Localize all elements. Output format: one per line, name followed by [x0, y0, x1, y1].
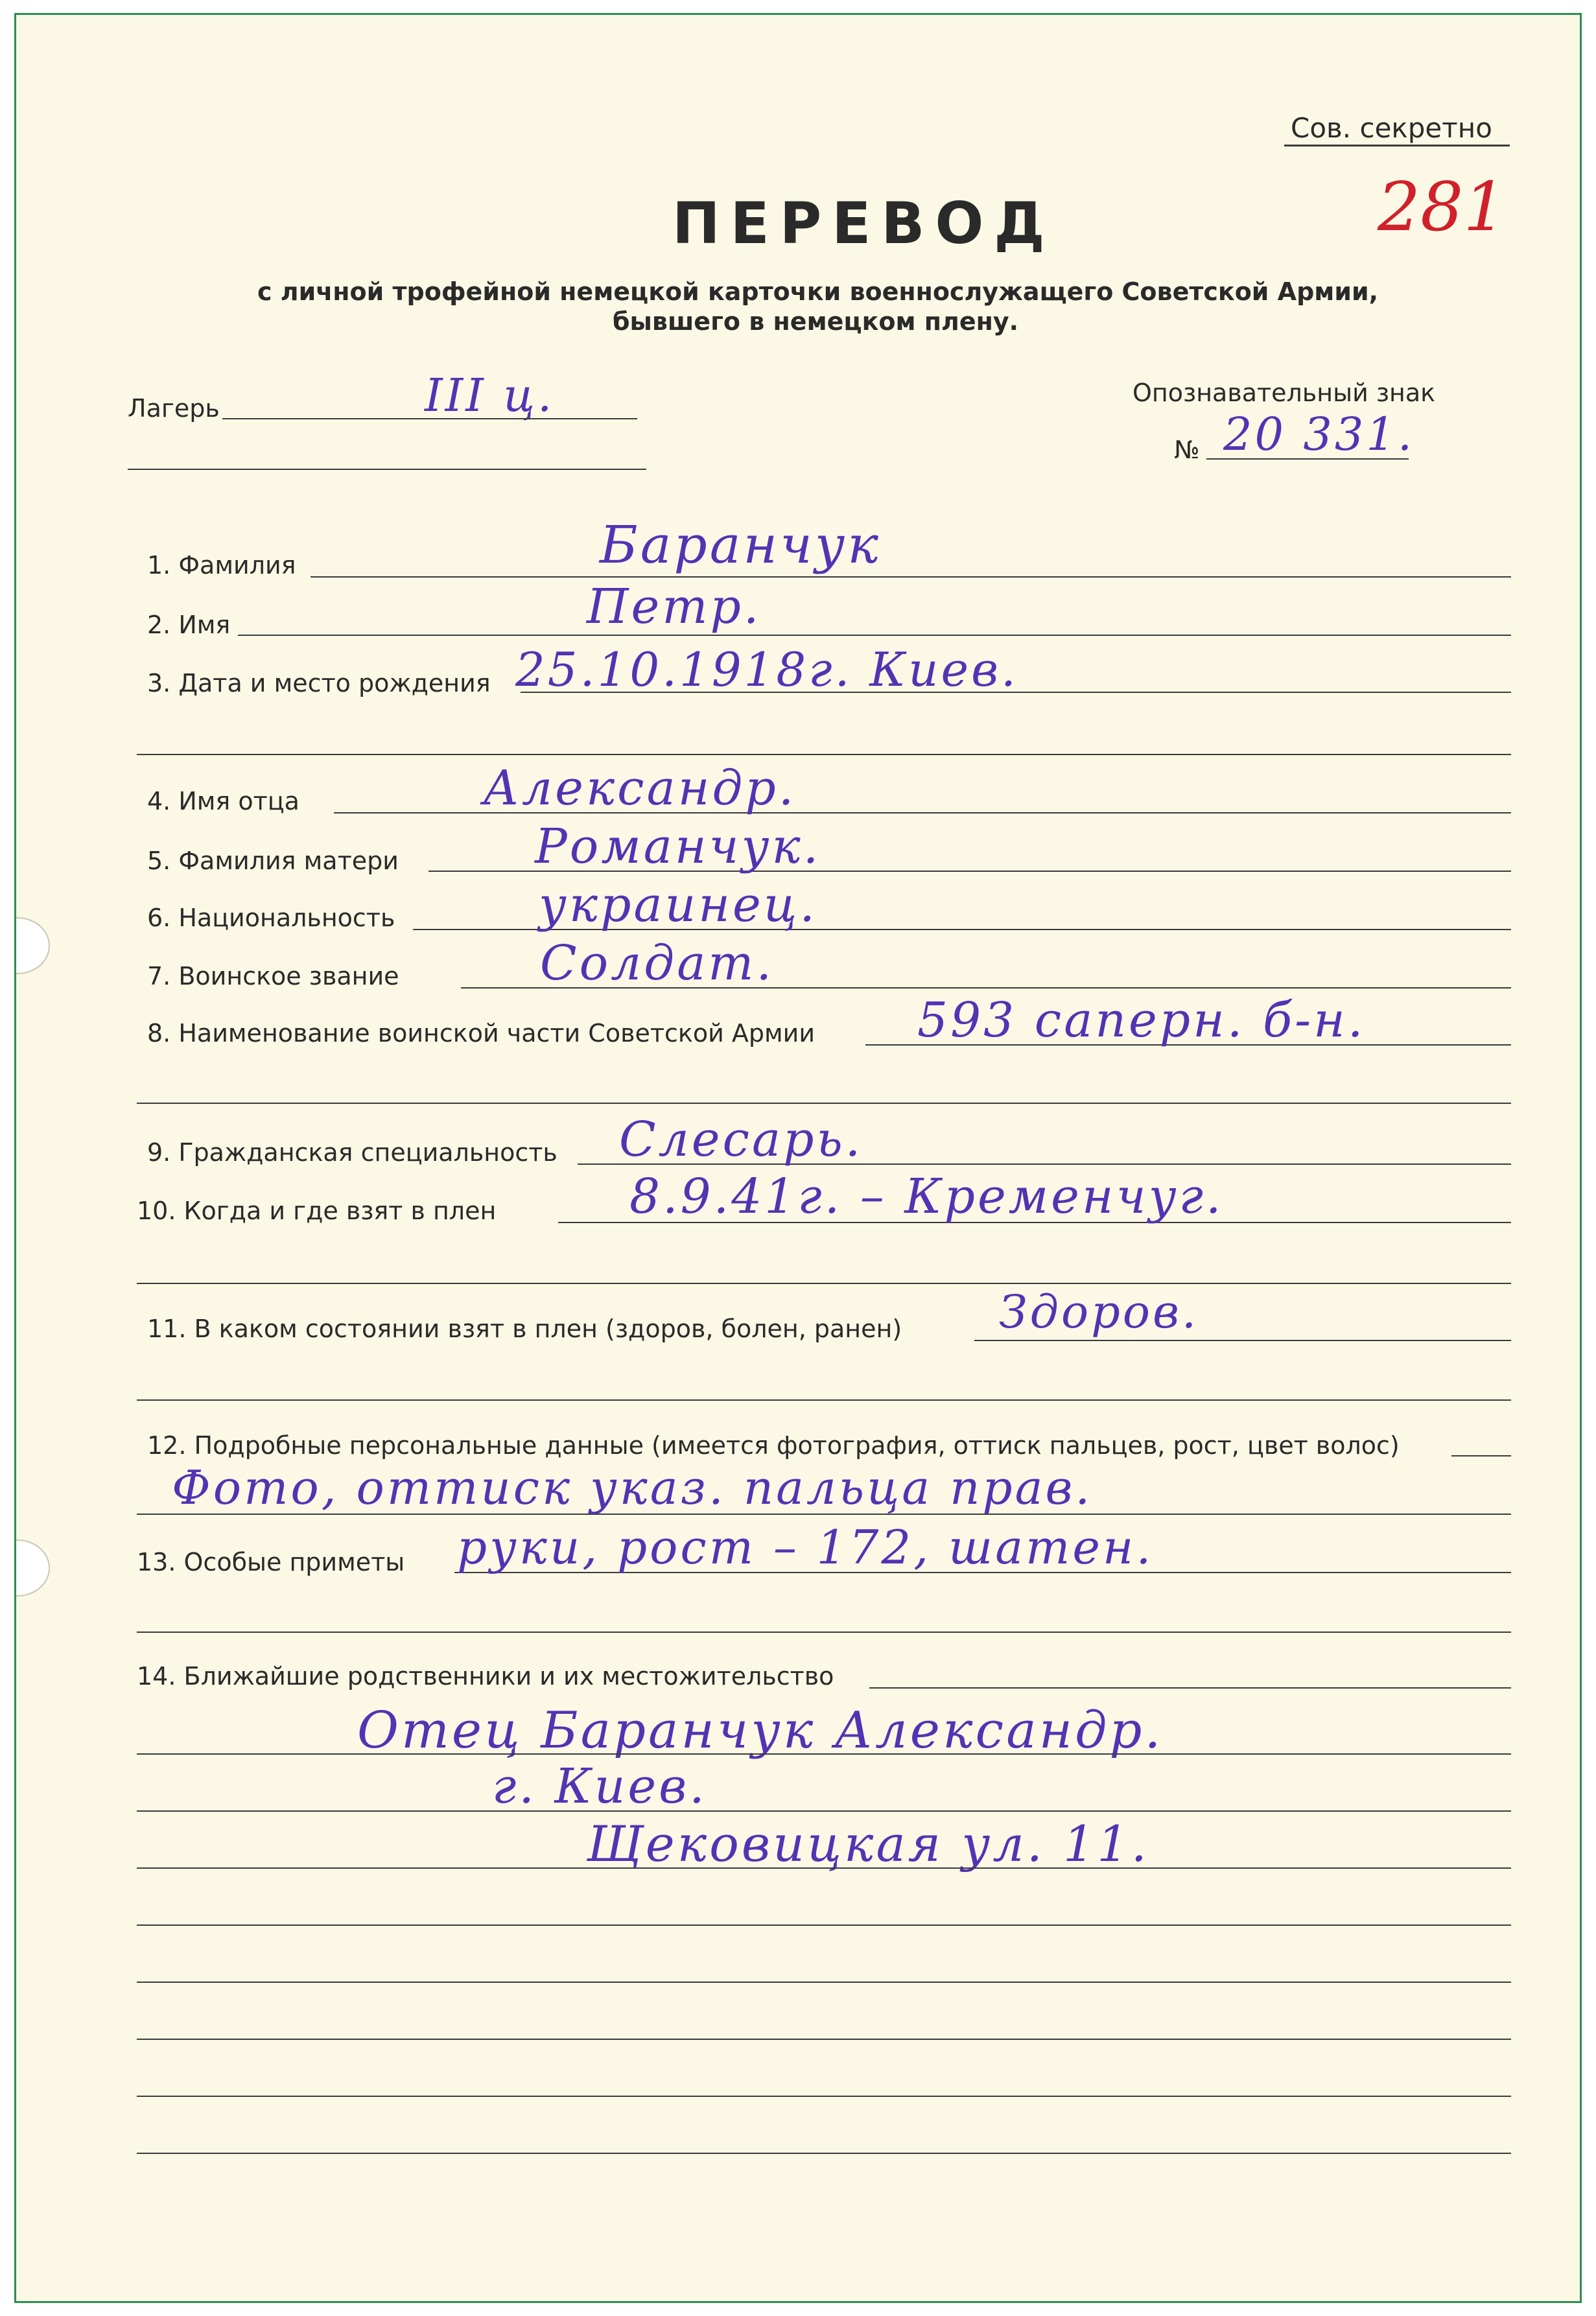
field-label-relatives: 14. Ближайшие родственники и их местожительство: [137, 1662, 834, 1690]
field-line-birth-2: [137, 754, 1511, 755]
id-tag-label: Опознавательный знак: [1132, 379, 1436, 407]
camp-line-2: [128, 469, 646, 470]
field-line-special-marks-2: [137, 1632, 1511, 1633]
page-title: ПЕРЕВОД: [672, 190, 1055, 257]
relatives-line-3: Щековицкая ул. 11.: [587, 1815, 1149, 1873]
field-value-special-marks: руки, рост – 172, шатен.: [457, 1520, 1154, 1574]
relatives-ruled-line-8: [137, 2153, 1511, 2154]
field-value-condition: Здоров.: [999, 1285, 1199, 1339]
id-number-sign: №: [1174, 436, 1200, 464]
id-tag-value: 20 331.: [1223, 408, 1415, 461]
field-line-personal: [1451, 1455, 1511, 1456]
field-label-name: 2. Имя: [147, 611, 231, 639]
document-sheet: [14, 13, 1582, 2303]
field-line-relatives: [869, 1687, 1511, 1689]
relatives-line-1: Отец Баранчук Александр.: [357, 1702, 1164, 1760]
punch-hole-bottom: [14, 1539, 50, 1597]
field-label-personal: 12. Подробные персональные данные (имеется фотография, оттиск пальцев, рост, цвет волос): [147, 1431, 1400, 1460]
field-label-surname: 1. Фамилия: [147, 551, 296, 579]
field-line-condition-2: [137, 1399, 1511, 1401]
field-value-birth: 25.10.1918г. Киев.: [515, 642, 1018, 697]
camp-value: III ц.: [425, 369, 555, 422]
field-value-captured: 8.9.41г. – Кременчуг.: [629, 1169, 1224, 1224]
field-label-nationality: 6. Национальность: [147, 904, 395, 932]
field-value-rank: Солдат.: [540, 935, 774, 991]
field-value-profession: Слесарь.: [619, 1112, 863, 1167]
field-value-father: Александр.: [483, 760, 797, 816]
relatives-ruled-line-6: [137, 2039, 1511, 2040]
field-line-captured-2: [137, 1283, 1511, 1284]
classification-label: Сов. секретно: [1291, 112, 1492, 144]
field-value-unit: 593 саперн. б-н.: [917, 992, 1366, 1048]
field-label-condition: 11. В каком состоянии взят в плен (здоров, болен, ранен): [147, 1315, 902, 1343]
classification-underline: [1284, 145, 1510, 146]
field-label-mother: 5. Фамилия матери: [147, 847, 399, 875]
relatives-ruled-line-5: [137, 1982, 1511, 1983]
field-label-birth: 3. Дата и место рождения: [147, 669, 491, 697]
camp-line: [222, 418, 637, 419]
field-label-rank: 7. Воинское звание: [147, 962, 399, 990]
relatives-ruled-line-7: [137, 2096, 1511, 2097]
archive-number: 281: [1378, 167, 1507, 246]
subtitle-line2: бывшего в немецком плену.: [613, 307, 1019, 336]
field-label-profession: 9. Гражданская специальность: [147, 1138, 557, 1167]
field-value-personal: Фото, оттиск указ. пальца прав.: [172, 1460, 1093, 1515]
field-line-surname: [311, 576, 1511, 578]
relatives-ruled-line-3: [137, 1867, 1511, 1869]
subtitle-line1: с личной трофейной немецкой карточки военнослужащего Советской Армии,: [257, 277, 1379, 306]
field-label-special-marks: 13. Особые приметы: [137, 1548, 405, 1576]
field-line-name: [238, 635, 1511, 636]
punch-hole-top: [14, 917, 50, 974]
field-label-captured: 10. Когда и где взят в плен: [137, 1197, 497, 1225]
relatives-ruled-line-2: [137, 1810, 1511, 1812]
field-value-nationality: украинец.: [539, 877, 817, 933]
id-tag-line: [1206, 458, 1409, 460]
field-line-condition: [974, 1340, 1511, 1341]
field-line-unit-2: [137, 1103, 1511, 1104]
field-label-father: 4. Имя отца: [147, 787, 299, 815]
field-label-unit: 8. Наименование воинской части Советской Армии: [147, 1019, 816, 1047]
field-value-mother: Романчук.: [535, 819, 821, 874]
camp-label: Лагерь: [128, 394, 220, 423]
relatives-ruled-line-1: [137, 1753, 1511, 1755]
field-value-surname: Баранчук: [600, 515, 882, 575]
relatives-ruled-line-4: [137, 1924, 1511, 1926]
field-value-name: Петр.: [587, 579, 762, 635]
relatives-line-2: г. Киев.: [492, 1759, 707, 1814]
